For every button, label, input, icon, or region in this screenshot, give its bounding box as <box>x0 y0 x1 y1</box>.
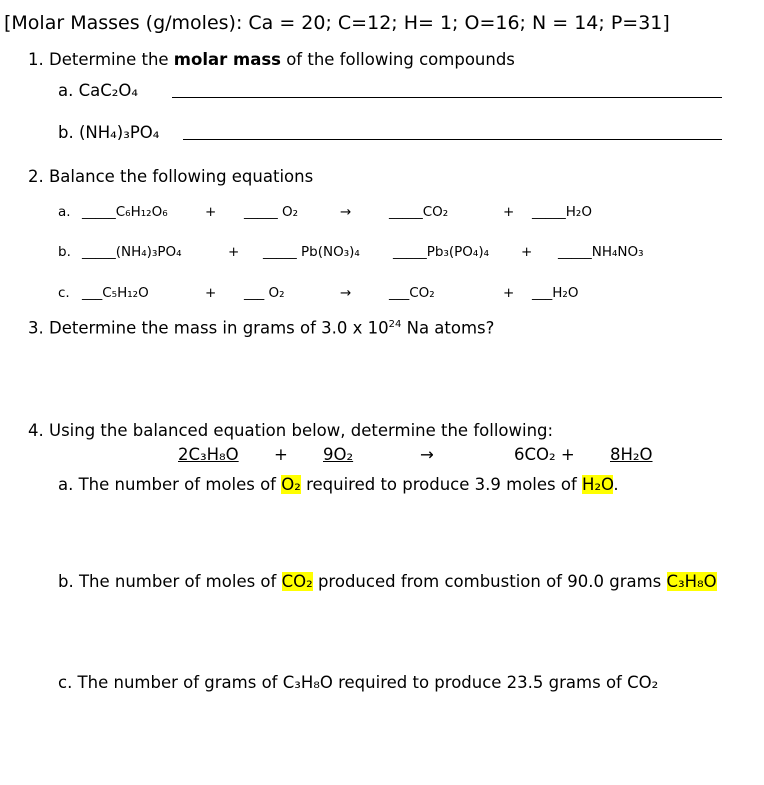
balanced-arrow: → <box>420 445 434 464</box>
question-2-title: 2. Balance the following equations <box>28 167 314 186</box>
question-4c: c. The number of grams of C₃H₈O required to produce 23.5 grams of CO₂ <box>58 673 659 692</box>
question-3-exponent: 24 <box>388 319 402 330</box>
question-4a <box>58 477 619 494</box>
eq-2a-label: a. <box>58 204 71 220</box>
eq-2a-product-2[interactable]: _____H₂O <box>532 204 592 220</box>
question-1-prefix: 1. Determine the <box>28 50 174 69</box>
question-3 <box>28 320 494 337</box>
highlight-co2: CO₂ <box>281 572 313 591</box>
question-4b <box>58 574 717 591</box>
question-1-bold: molar mass <box>173 50 281 69</box>
question-1-suffix: of the following compounds <box>280 50 515 69</box>
eq-2c-plus-1: + <box>205 285 217 301</box>
eq-2a-arrow: → <box>340 204 352 220</box>
question-3-text-end: Na atoms? <box>401 318 495 338</box>
molar-masses-header: [Molar Masses (g/moles): Ca = 20; C=12; H= 1; O=16; N = 14; P=31] <box>4 12 670 34</box>
eq-2a-product-1[interactable]: _____CO₂ <box>389 204 449 220</box>
eq-2b-product-1[interactable]: _____Pb₃(PO₄)₄ <box>393 244 489 260</box>
eq-2b-label: b. <box>58 244 71 260</box>
question-4b-mid: produced from combustion of 90.0 grams <box>312 572 667 591</box>
eq-2c-product-1[interactable]: ___CO₂ <box>389 285 435 301</box>
eq-2c-arrow: → <box>340 285 352 301</box>
question-3-text: 3. Determine the mass in grams of 3.0 x 10 <box>28 318 389 338</box>
eq-2c-plus-2: + <box>503 285 515 301</box>
eq-2b-reactant-1[interactable]: _____(NH₄)₃PO₄ <box>82 244 182 260</box>
balanced-product-2: 8H₂O <box>610 445 653 464</box>
balanced-plus-1: + <box>274 445 288 464</box>
question-4b-pre: b. The number of moles of <box>58 572 282 591</box>
question-4a-mid: required to produce 3.9 moles of <box>300 475 583 494</box>
eq-2c-product-2[interactable]: ___H₂O <box>532 285 579 301</box>
eq-2c-reactant-1[interactable]: ___C₅H₁₂O <box>82 285 149 301</box>
highlight-c3h8o: C₃H₈O <box>666 572 717 591</box>
eq-2b-product-2[interactable]: _____NH₄NO₃ <box>558 244 644 260</box>
question-4-title: 4. Using the balanced equation below, determine the following: <box>28 421 554 440</box>
answer-line-1b[interactable] <box>183 139 722 140</box>
eq-2b-plus-1: + <box>228 244 240 260</box>
question-1b-label: b. (NH₄)₃PO₄ <box>58 123 160 142</box>
question-1a-label: a. CaC₂O₄ <box>58 81 138 100</box>
eq-2a-reactant-1[interactable]: _____C₆H₁₂O₆ <box>82 204 168 220</box>
question-4a-post: . <box>613 475 619 494</box>
eq-2b-reactant-2[interactable]: _____ Pb(NO₃)₄ <box>263 244 360 260</box>
answer-line-1a[interactable] <box>172 97 722 98</box>
question-1 <box>28 52 515 69</box>
eq-2c-reactant-2[interactable]: ___ O₂ <box>244 285 285 301</box>
question-4a-pre: a. The number of moles of <box>58 475 282 494</box>
eq-2a-reactant-2[interactable]: _____ O₂ <box>244 204 299 220</box>
highlight-o2: O₂ <box>281 475 301 494</box>
eq-2b-plus-2: + <box>521 244 533 260</box>
eq-2c-label: c. <box>58 285 70 301</box>
eq-2a-plus-2: + <box>503 204 515 220</box>
balanced-reactant-2: 9O₂ <box>323 445 354 464</box>
balanced-reactant-1: 2C₃H₈O <box>178 445 239 464</box>
balanced-product-1: 6CO₂ + <box>514 445 575 464</box>
highlight-h2o: H₂O <box>582 475 614 494</box>
eq-2a-plus-1: + <box>205 204 217 220</box>
